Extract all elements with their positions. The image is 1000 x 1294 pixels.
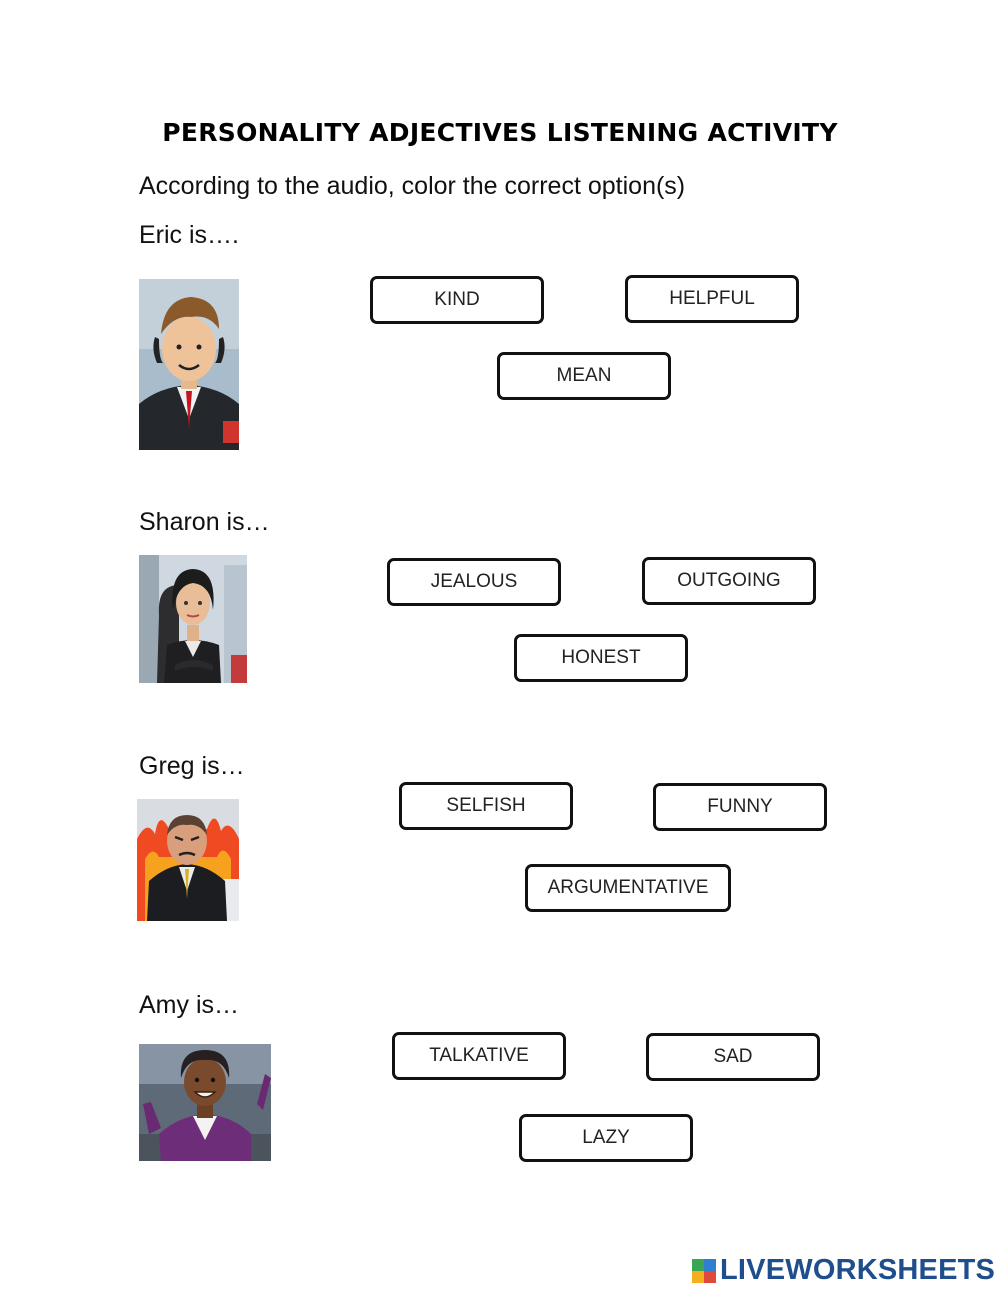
greg-portrait-image <box>137 799 239 921</box>
eric-portrait-image <box>139 279 239 450</box>
option-outgoing-button[interactable]: OUTGOING <box>642 557 816 605</box>
option-kind-button[interactable]: KIND <box>370 276 544 324</box>
option-funny-button[interactable]: FUNNY <box>653 783 827 831</box>
instruction-text: According to the audio, color the correct option(s) <box>139 172 686 200</box>
option-honest-button[interactable]: HONEST <box>514 634 688 682</box>
question-label-sharon: Sharon is… <box>139 508 270 536</box>
question-label-eric: Eric is…. <box>139 221 239 249</box>
logo-squares-icon <box>692 1259 716 1283</box>
question-label-greg: Greg is… <box>139 752 245 780</box>
option-helpful-button[interactable]: HELPFUL <box>625 275 799 323</box>
option-jealous-button[interactable]: JEALOUS <box>387 558 561 606</box>
amy-portrait-image <box>139 1044 271 1161</box>
option-lazy-button[interactable]: LAZY <box>519 1114 693 1162</box>
option-sad-button[interactable]: SAD <box>646 1033 820 1081</box>
option-selfish-button[interactable]: SELFISH <box>399 782 573 830</box>
option-argumentative-button[interactable]: ARGUMENTATIVE <box>525 864 731 912</box>
brand-name: LIVEWORKSHEETS <box>720 1254 996 1286</box>
sharon-portrait-image <box>139 555 247 683</box>
liveworksheets-logo <box>692 1254 995 1287</box>
option-mean-button[interactable]: MEAN <box>497 352 671 400</box>
worksheet-title: PERSONALITY ADJECTIVES LISTENING ACTIVITY <box>162 118 838 147</box>
option-talkative-button[interactable]: TALKATIVE <box>392 1032 566 1080</box>
question-label-amy: Amy is… <box>139 991 239 1019</box>
